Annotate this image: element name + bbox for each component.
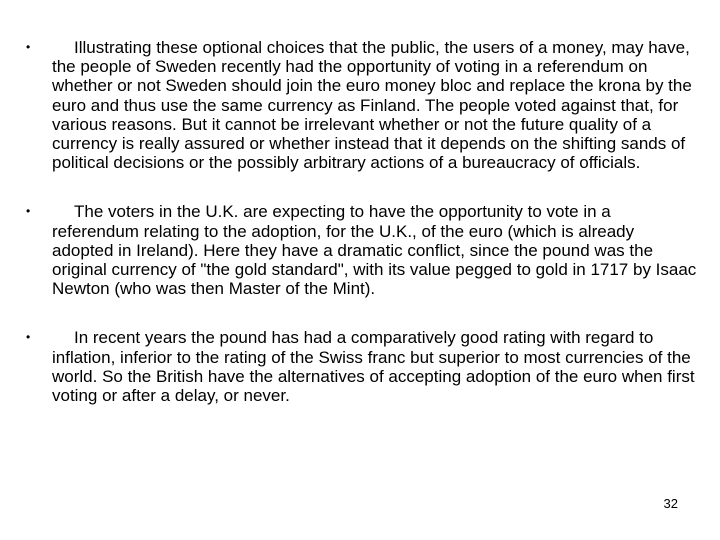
page-number: 32	[663, 496, 678, 511]
paragraph-sweden-referendum: Illustrating these optional choices that the public, the users of a money, may have, the people of Sweden recently had the opportunity of voting in a referendum on whether or not Sweden should join the euro money bloc and replace the krona by the euro and thus use the same currency as Finland. The people voted against that, for various reasons. But it cannot be irrelevant whether or not the future quality of a currency is really assured or whether instead that it depends on the shifting sands of political decisions or the possibly arbitrary actions of a bureaucracy of officials.	[52, 38, 692, 173]
bullet-icon: •	[26, 40, 31, 54]
bullet-icon: •	[26, 330, 31, 345]
paragraph-uk-referendum: The voters in the U.K. are expecting to have the opportunity to vote in a referendum relating to the adoption, for the U.K., of the euro (which is already adopted in Ireland). Here they have a dramatic conflict, since the pound was the original currency of "the gold standard", with its value pegged to gold in 1717 by Isaac Newton (who was then Master of the Mint).	[52, 202, 697, 299]
bullet-list	[26, 38, 698, 435]
bullet-item-sweden	[26, 38, 698, 172]
bullet-icon: •	[26, 204, 31, 219]
bullet-item-pound	[26, 328, 698, 405]
bullet-item-uk	[26, 202, 698, 298]
paragraph-pound-inflation: In recent years the pound has had a comparatively good rating with regard to inflation, inferior to the rating of the Swiss franc but superior to most currencies of the world. So the British have the alternatives of accepting adoption of the euro when first voting or after a delay, or never.	[52, 328, 695, 406]
